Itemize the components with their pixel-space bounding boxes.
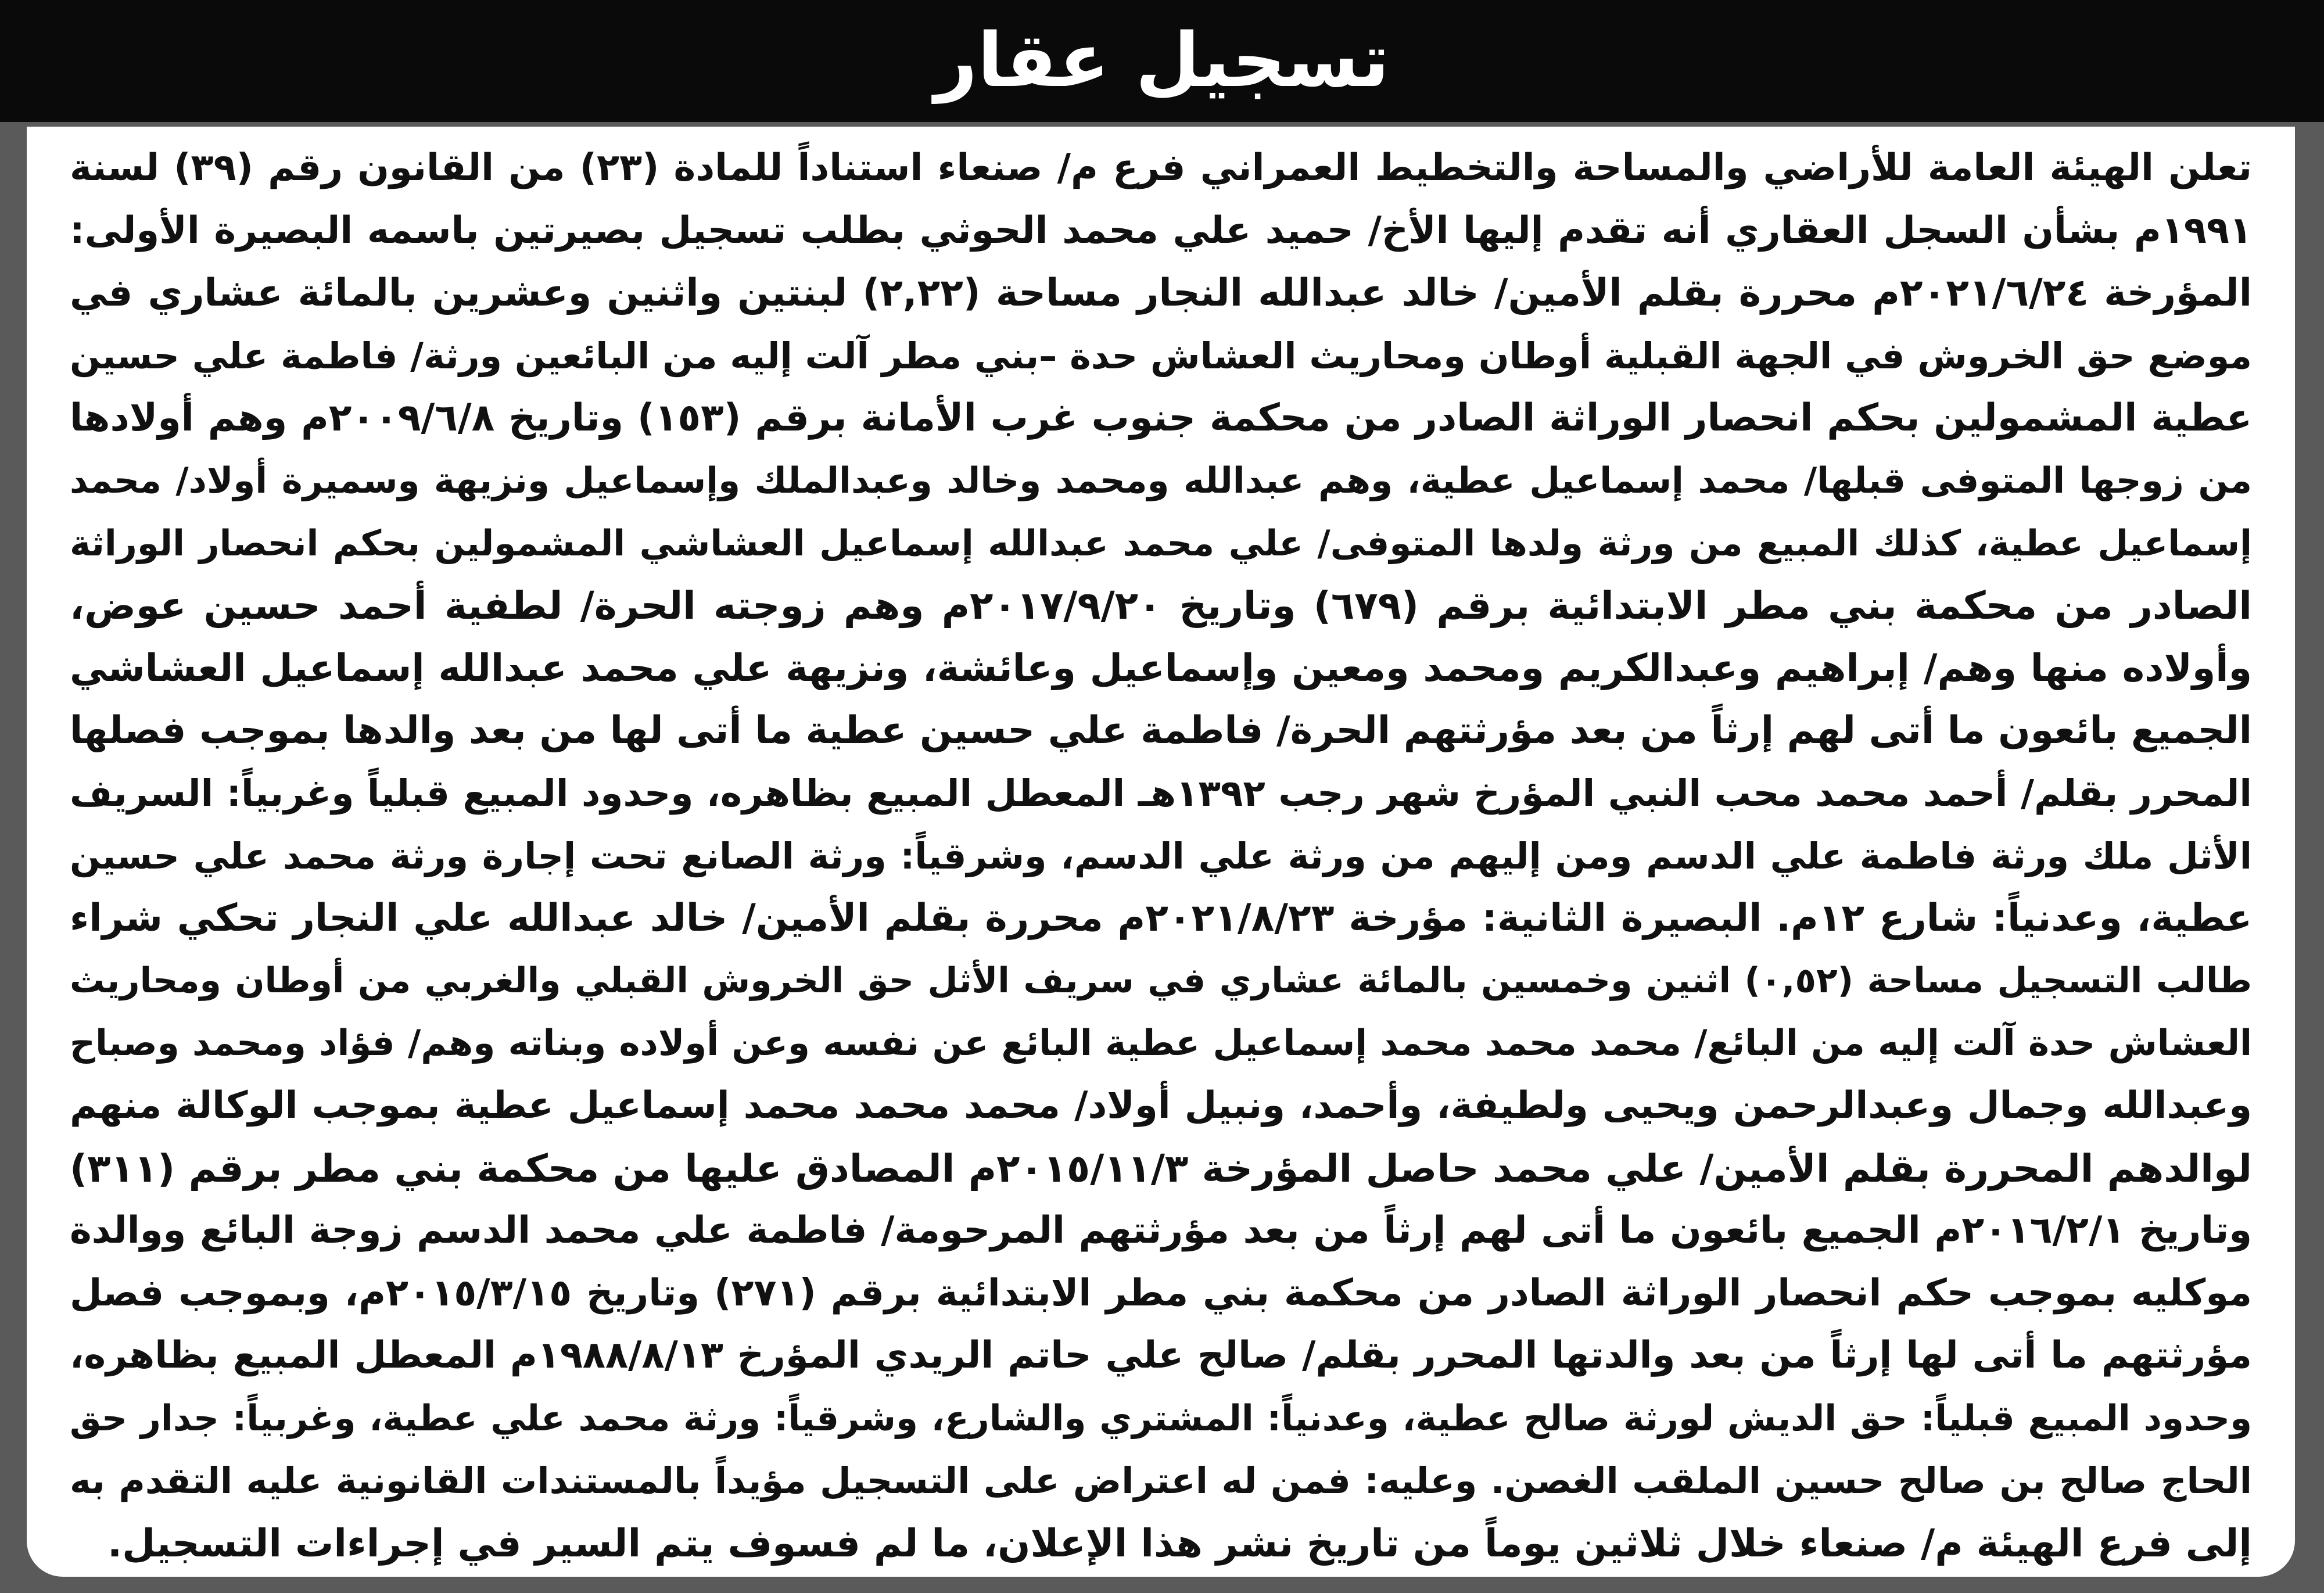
notice-line: ١٩٩١م بشأن السجل العقاري أنه تقدم إليها الأخ/ حميد علي محمد الحوثي بطلب تسجيل بصيرتين باسمه البصيرة الأولى: (70, 209, 2252, 252)
notice-line: عطية المشمولين بحكم انحصار الوراثة الصادر من محكمة جنوب غرب الأمانة برقم (١٥٣) وتاريخ ٢٠٠٩/٦/٨م وهم أولادها (70, 396, 2252, 440)
notice-header (0, 0, 2324, 122)
notice-line: لوالدهم المحررة بقلم الأمين/ علي محمد حاصل المؤرخة ٢٠١٥/١١/٣م المصادق عليها من محكمة بني مطر برقم (٣١١) (70, 1146, 2252, 1191)
notice-line: المحرر بقلم/ أحمد محمد محب النبي المؤرخ شهر رجب ١٣٩٢هـ المعطل المبيع بظاهره، وحدود المبيع قبلياً وغربياً: السريف (70, 772, 2252, 815)
notice-line: وتاريخ ٢٠١٦/٢/١م الجميع بائعون ما أتى لهم إرثاً من بعد مؤرثتهم المرحومة/ فاطمة علي محمد الدسم زوجة البائع ووالدة (70, 1209, 2252, 1253)
notice-line: المؤرخة ٢٠٢١/٦/٢٤م محررة بقلم الأمين/ خالد عبدالله النجار مساحة (٢,٢٢) لبنتين واثنين وعشرين بالمائة عشاري في (70, 271, 2252, 315)
notice-line: تعلن الهيئة العامة للأراضي والمساحة والتخطيط العمراني فرع م/ صنعاء استناداً للمادة (٢٣) من القانون رقم (٣٩) لسنة (70, 146, 2252, 189)
notice-line: وعبدالله وجمال وعبدالرحمن ويحيى ولطيفة، وأحمد، ونبيل أولاد/ محمد محمد محمد إسماعيل عطية بموجب الوكالة منهم (70, 1083, 2252, 1127)
notice-line: العشاش حدة آلت إليه من البائع/ محمد محمد محمد إسماعيل عطية البائع عن نفسه وعن أولاده وبناته وهم/ فؤاد ومحمد وصباح (70, 1022, 2252, 1064)
notice-line: وأولاده منها وهم/ إبراهيم وعبدالكريم ومحمد ومعين وإسماعيل وعائشة، ونزيهة علي محمد عبدالله إسماعيل العشاشي (70, 646, 2252, 690)
notice-line: عطية، وعدنياً: شارع ١٢م. البصيرة الثانية: مؤرخة ٢٠٢١/٨/٢٣م محررة بقلم الأمين/ خالد عبدالله علي النجار تحكي شراء (70, 896, 2252, 941)
notice-line: الأثل ملك ورثة فاطمة علي الدسم ومن إليهم من ورثة علي الدسم، وشرقياً: ورثة الصانع تحت إجارة ورثة محمد علي حسين (70, 834, 2252, 877)
notice-line: موضع حق الخروش في الجهة القبلية أوطان ومحاريث العشاش حدة –بني مطر آلت إليه من البائعين ورثة/ فاطمة علي حسين (70, 334, 2252, 377)
notice-line: من زوجها المتوفى قبلها/ محمد إسماعيل عطية، وهم عبدالله ومحمد وخالد وعبدالملك وإسماعيل ونزيهة وسميرة أولاد/ محمد (70, 460, 2252, 501)
notice-line: الحاج صالح بن صالح حسين الملقب الغصن. وعليه: فمن له اعتراض على التسجيل مؤيداً بالمستندات القانونية عليه التقدم به (70, 1459, 2252, 1502)
notice-line: مؤرثتهم ما أتى لها إرثاً من بعد والدتها المحرر بقلم/ صالح علي حاتم الريدي المؤرخ ١٩٨٨/٨/١٣م المعطل المبيع بظاهره، (70, 1334, 2252, 1377)
notice-line: موكليه بموجب حكم انحصار الوراثة الصادر من محكمة بني مطر الابتدائية برقم (٢٧١) وتاريخ ٢٠١٥/٣/١٥م، وبموجب فصل (70, 1271, 2252, 1315)
notice-title: تسجيل عقار (934, 17, 1390, 104)
notice-line: الصادر من محكمة بني مطر الابتدائية برقم (٦٧٩) وتاريخ ٢٠١٧/٩/٢٠م وهم زوجته الحرة/ لطفية أحمد حسين عوض، (70, 583, 2252, 629)
notice-line: إسماعيل عطية، كذلك المبيع من ورثة ولدها المتوفى/ علي محمد عبدالله إسماعيل العشاشي المشمولين بحكم انحصار الوراثة (70, 522, 2252, 564)
notice-panel (27, 127, 2295, 1577)
notice-body (70, 137, 2252, 1575)
notice-line: طالب التسجيل مساحة (٠,٥٢) اثنين وخمسين بالمائة عشاري في سريف الأثل حق الخروش القبلي والغربي من أوطان ومحاريث (70, 960, 2252, 1001)
notice-line: الجميع بائعون ما أتى لهم إرثاً من بعد مؤرثتهم الحرة/ فاطمة علي حسين عطية ما أتى لها من بعد والدها بموجب فصلها (70, 709, 2252, 753)
notice-line: إلى فرع الهيئة م/ صنعاء خلال ثلاثين يوماً من تاريخ نشر هذا الإعلان، ما لم فسوف يتم السير في إجراءات التسجيل. (107, 1521, 2252, 1566)
notice-line: وحدود المبيع قبلياً: حق الديش لورثة صالح عطية، وعدنياً: المشتري والشارع، وشرقياً: ورثة محمد علي عطية، وغربياً: جدار حق (70, 1397, 2252, 1439)
